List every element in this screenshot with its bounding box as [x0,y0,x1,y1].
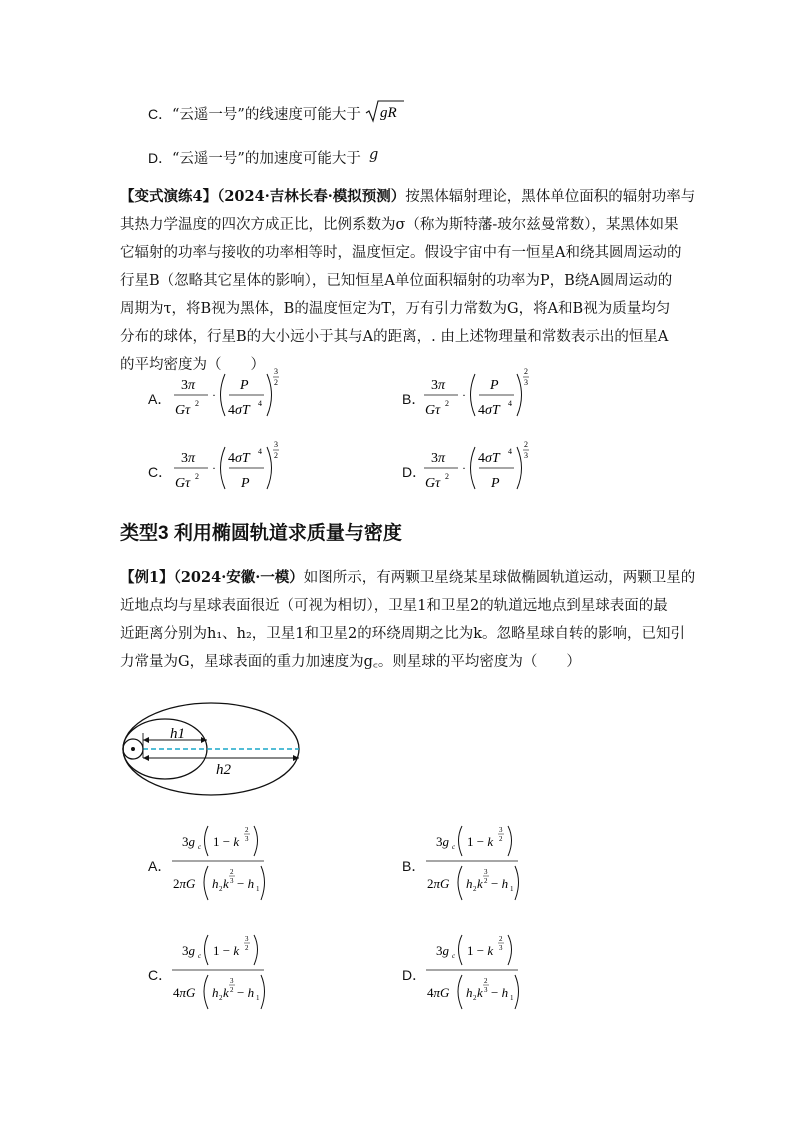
svg-text:2: 2 [524,440,528,449]
svg-text:1 − k: 1 − k [467,943,494,958]
svg-text:k: k [477,876,483,891]
svg-text:3π: 3π [431,451,446,466]
option-c-text: “云遥一号”的线速度可能大于 [172,107,361,123]
svg-text:P: P [240,378,249,393]
question-4-line-4: 行星B（忽略其它星体的影响），已知恒星A单位面积辐射的功率为P，B绕A圆周运动的 [120,273,673,289]
svg-text:2: 2 [445,472,449,481]
ex1-option-a-label: A． [148,858,172,874]
question-4-line-2: 其热力学温度的四次方成正比，比例系数为σ（称为斯特藩-玻尔兹曼常数），某黑体如果 [120,217,679,233]
svg-text:1: 1 [256,885,260,893]
h2-label: h2 [216,762,231,778]
option-d-text: “云遥一号”的加速度可能大于 [172,151,361,167]
ex1-option-d-formula [424,927,524,1017]
question-4-line-5: 周期为τ，将B视为黑体，B的温度恒定为T，万有引力常数为G，将A和B视为质量均匀 [120,301,671,317]
ex1-option-c-formula [170,927,270,1017]
svg-text:2: 2 [274,451,278,460]
svg-text:− h: − h [491,876,509,891]
svg-text:Gτ: Gτ [175,403,191,418]
ex1-option-b-label: B． [402,858,426,874]
svg-text:3: 3 [274,440,278,449]
question-4-text [120,183,700,379]
svg-text:3: 3 [524,451,528,460]
svg-text:4: 4 [508,447,512,456]
q4-option-d-formula [420,437,530,503]
svg-text:2: 2 [245,944,249,952]
question-4-tag: 【变式演练4】（2024·吉林长春·模拟预测） [120,188,406,205]
q4-option-a-formula [170,364,280,430]
ex1-option-b-formula [424,818,524,908]
ex1-option-d-label: D． [402,967,427,983]
svg-text:2: 2 [473,994,477,1002]
question-4-line-7: 的平均密度为（ ） [120,357,265,373]
svg-text:3π: 3π [431,378,446,393]
svg-text:·: · [462,388,466,402]
svg-text:3g: 3g [182,943,195,958]
svg-text:3: 3 [499,826,503,834]
svg-text:2: 2 [195,399,199,408]
example-1-line-3: 近距离分别为h₁、h₂，卫星1和卫星2的环绕周期之比为k。忽略星球自转的影响，已知引 [120,626,686,642]
svg-text:4σT: 4σT [478,403,500,418]
svg-text:3g: 3g [182,834,195,849]
svg-text:2πG: 2πG [173,876,196,891]
svg-text:3g: 3g [436,943,449,958]
example-1-text [120,564,700,676]
svg-text:h: h [466,876,473,891]
svg-text:3: 3 [245,835,249,843]
svg-text:2: 2 [473,885,477,893]
svg-text:4σT: 4σT [228,403,250,418]
svg-text:Gτ: Gτ [425,403,441,418]
svg-text:1: 1 [510,885,514,893]
svg-text:3: 3 [484,868,488,876]
example-1-line-4: 力常量为G，星球表面的重力加速度为g꜀。则星球的平均密度为（ ） [120,654,581,670]
question-4-line-3: 它辐射的功率与接收的功率相等时，温度恒定。假设宇宙中有一恒星A和绕其圆周运动的 [120,245,682,261]
svg-text:4πG: 4πG [427,985,450,1000]
svg-text:− h: − h [491,985,509,1000]
svg-text:− h: − h [237,876,255,891]
question-4-line-6: 分布的球体，行星B的大小远小于其与A的距离，. 由上述物理量和常数表示出的恒星A [120,329,669,345]
svg-text:4σT: 4σT [228,451,250,466]
h1-label: h1 [170,726,185,742]
svg-text:3π: 3π [181,378,196,393]
svg-text:Gτ: Gτ [175,476,191,491]
svg-text:2: 2 [219,994,223,1002]
q4-option-a-label: A． [148,391,172,407]
svg-text:1: 1 [510,994,514,1002]
svg-text:4πG: 4πG [173,985,196,1000]
q4-option-b-formula [420,364,530,430]
svg-text:Gτ: Gτ [425,476,441,491]
planet-center [131,747,135,751]
q4-option-d-label: D． [402,464,427,480]
svg-text:2: 2 [445,399,449,408]
svg-text:2πG: 2πG [427,876,450,891]
svg-text:2: 2 [499,835,503,843]
svg-text:c: c [452,952,456,960]
svg-text:P: P [491,476,500,491]
svg-text:c: c [452,843,456,851]
svg-text:1 − k: 1 − k [467,834,494,849]
svg-text:4: 4 [258,447,262,456]
svg-text:3: 3 [524,378,528,387]
example-1-line-1: 如图所示，有两颗卫星绕某星球做椭圆轨道运动，两颗卫星的 [303,570,696,586]
svg-text:3: 3 [484,986,488,994]
svg-text:3g: 3g [436,834,449,849]
svg-text:2: 2 [245,826,249,834]
svg-text:4: 4 [258,399,262,408]
svg-text:1: 1 [256,994,260,1002]
svg-text:1 − k: 1 − k [213,834,240,849]
svg-text:k: k [223,876,229,891]
example-1-tag: 【例1】（2024·安徽·一模） [120,569,304,586]
svg-text:2: 2 [484,877,488,885]
svg-text:k: k [223,985,229,1000]
option-c-label: C． [148,106,173,122]
section-heading: 类型3 利用椭圆轨道求质量与密度 [120,523,402,544]
ex1-option-c-label: C． [148,967,173,983]
svg-text:2: 2 [274,378,278,387]
svg-text:h: h [212,876,219,891]
svg-text:·: · [462,461,466,475]
svg-text:P: P [490,378,499,393]
question-4-line-1: 按黑体辐射理论，黑体单位面积的辐射功率与 [405,189,696,205]
svg-text:2: 2 [484,977,488,985]
svg-text:c: c [198,843,202,851]
svg-text:3: 3 [499,944,503,952]
svg-text:2: 2 [219,885,223,893]
ex1-option-a-formula [170,818,270,908]
q4-option-b-label: B． [402,391,426,407]
orbit-figure [118,698,308,806]
svg-text:2: 2 [524,367,528,376]
svg-text:P: P [241,476,250,491]
svg-text:2: 2 [499,935,503,943]
svg-text:h: h [466,985,473,1000]
svg-text:4σT: 4σT [478,451,500,466]
option-d-label: D． [148,150,173,166]
svg-text:h: h [212,985,219,1000]
svg-text:4: 4 [508,399,512,408]
svg-text:1 − k: 1 − k [213,943,240,958]
svg-text:3: 3 [245,935,249,943]
sqrt-content: gR [380,105,397,121]
option-d-var: g [369,147,379,163]
svg-text:3: 3 [274,367,278,376]
svg-text:c: c [198,952,202,960]
svg-text:·: · [212,388,216,402]
svg-text:2: 2 [230,868,234,876]
svg-text:3π: 3π [181,451,196,466]
svg-text:2: 2 [195,472,199,481]
svg-text:·: · [212,461,216,475]
svg-text:− h: − h [237,985,255,1000]
svg-text:k: k [477,985,483,1000]
svg-text:3: 3 [230,877,234,885]
q4-option-c-formula [170,437,280,503]
svg-text:3: 3 [230,977,234,985]
sqrt-gR-formula [365,98,405,128]
example-1-line-2: 近地点均与星球表面很近（可视为相切），卫星1和卫星2的轨道远地点到星球表面的最 [120,598,668,614]
q4-option-c-label: C． [148,464,173,480]
svg-text:2: 2 [230,986,234,994]
